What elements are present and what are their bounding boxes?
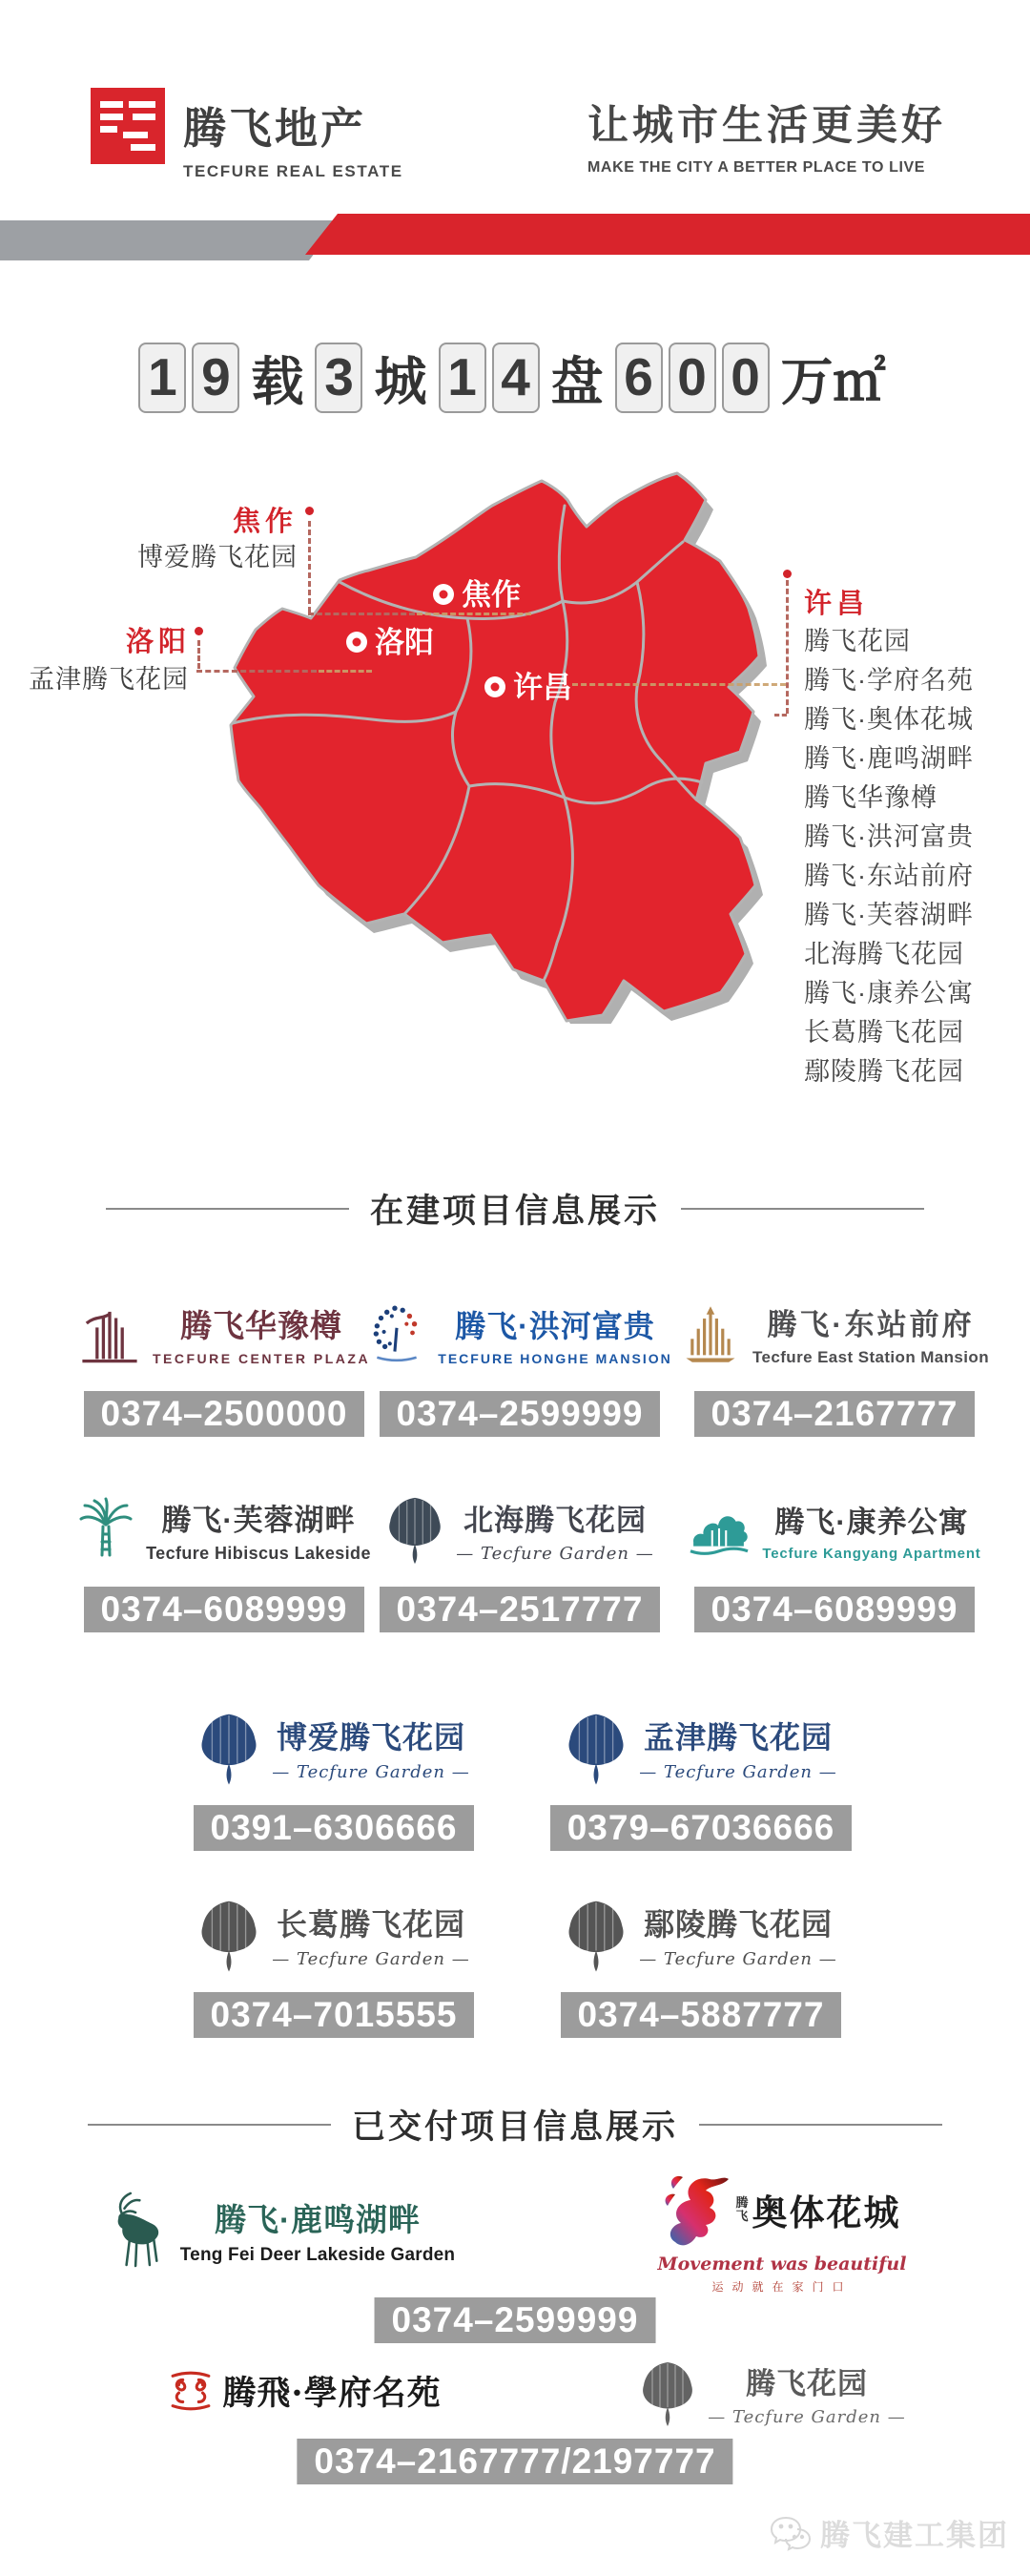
project-name: 腾飞·东站前府	[767, 1308, 975, 1341]
slogan-block	[587, 93, 946, 177]
project-card-luming	[95, 2183, 458, 2278]
tree-icon	[565, 1896, 628, 1974]
brand-name-cn: 腾飞地产	[183, 104, 367, 153]
list-item: 鄢陵腾飞花园	[804, 1057, 964, 1086]
project-name: 长葛腾飞花园	[276, 1907, 465, 1942]
slogan-cn: 让城市生活更美好	[587, 103, 946, 149]
project-name: 鄢陵腾飞花园	[643, 1907, 833, 1942]
svg-text:洛阳: 洛阳	[375, 626, 434, 659]
stat-unit: 万㎡	[780, 352, 886, 411]
leader-line	[786, 580, 789, 714]
project-card-tengfei-garden	[601, 2349, 944, 2437]
list-item: 腾飞·康养公寓	[804, 979, 974, 1008]
project-name: 腾飞花园	[745, 2366, 868, 2400]
deer-icon	[98, 2190, 169, 2272]
project-subtitle: — Tecfure Garden —	[456, 1543, 654, 1564]
gradient-flame-icon	[663, 2168, 731, 2252]
leader-line	[196, 670, 317, 673]
phone-number: 0374–2500000	[84, 1391, 365, 1437]
project-prefix: 腾 飞	[735, 2195, 749, 2223]
wechat-icon	[769, 2514, 813, 2552]
stats-banner	[0, 340, 1030, 415]
callout-project-boai: 博爱腾飞花园	[137, 543, 298, 571]
stat-digit: 1	[138, 343, 186, 413]
section-title-in-progress: 在建项目信息展示	[0, 1185, 1030, 1233]
project-card-kangyang	[672, 1482, 997, 1632]
footer-company-name: 腾飞建工集团	[820, 2519, 1009, 2552]
project-card-mengjin	[520, 1700, 882, 1851]
tower-icon	[680, 1302, 741, 1365]
list-item: 腾飞·洪河富贵	[804, 822, 974, 851]
tree-icon	[197, 1709, 260, 1787]
stat-digit: 3	[315, 343, 362, 413]
divider-line	[88, 2124, 331, 2126]
project-card-changge	[153, 1887, 515, 2038]
project-card-huayuzun	[67, 1286, 381, 1437]
phone-number: 0374–7015555	[194, 1992, 475, 2038]
project-card-beihai	[372, 1482, 668, 1632]
tree-icon	[639, 2357, 696, 2429]
building-icon	[78, 1302, 141, 1365]
divider-line	[681, 1208, 924, 1210]
phone-number: 0374–2599999	[375, 2297, 656, 2343]
project-card-furong	[67, 1482, 381, 1632]
callout-city-xuchang: 许昌	[804, 589, 870, 619]
tree-icon	[565, 1709, 628, 1787]
project-card-boai	[153, 1700, 515, 1851]
stat-unit: 盘	[550, 352, 604, 411]
project-subtitle: — Tecfure Garden —	[272, 1949, 470, 1969]
project-card-dongzhan	[672, 1286, 997, 1437]
callout-city-luoyang: 洛阳	[125, 627, 191, 657]
callout-city-jiaozuo: 焦作	[232, 507, 298, 537]
callout-dot-luoyang	[195, 627, 203, 635]
project-name: 腾飞·鹿鸣湖畔	[215, 2202, 421, 2237]
callout-project-mengjin: 孟津腾飞花园	[29, 665, 189, 694]
svg-text:许昌: 许昌	[513, 671, 572, 704]
phone-number: 0379–67036666	[550, 1805, 853, 1851]
project-subtitle: Tecfure Kangyang Apartment	[762, 1545, 981, 1562]
footer-wechat-account	[769, 2511, 1009, 2554]
phone-number: 0374–2517777	[380, 1587, 661, 1632]
project-name: 孟津腾飞花园	[643, 1720, 833, 1755]
leader-line	[197, 640, 200, 669]
project-name: 博爱腾飞花园	[276, 1720, 465, 1755]
project-subtitle: — Tecfure Garden —	[272, 1762, 470, 1782]
project-name: 腾飛·學府名苑	[222, 2374, 442, 2413]
banner-stripe-red	[305, 214, 1030, 255]
phone-number: 0374–5887777	[561, 1992, 842, 2038]
divider-line	[699, 2124, 942, 2126]
project-name: 奥体花城	[752, 2193, 901, 2233]
project-tagline: 运动就在家门口	[711, 2280, 853, 2294]
list-item: 腾飞·学府名苑	[804, 666, 974, 695]
palm-tree-icon	[77, 1496, 134, 1563]
phone-number: 0374–2599999	[380, 1391, 661, 1437]
tree-butterfly-icon	[367, 1302, 426, 1365]
stat-unit: 城	[374, 352, 427, 411]
project-name: 北海腾飞花园	[463, 1503, 647, 1537]
project-name: 腾飞·康养公寓	[774, 1505, 969, 1539]
leader-line	[308, 521, 311, 613]
list-item: 北海腾飞花园	[804, 940, 964, 968]
slogan-en: MAKE THE CITY A BETTER PLACE TO LIVE	[587, 159, 926, 176]
project-subtitle: Tecfure Hibiscus Lakeside	[146, 1543, 371, 1563]
leader-line	[417, 613, 531, 615]
project-subtitle: Movement was beautiful	[657, 2254, 907, 2275]
list-item: 腾飞·奥体花城	[804, 705, 974, 734]
project-card-xuefu	[134, 2360, 477, 2421]
stat-digit: 4	[492, 343, 540, 413]
list-item: 长葛腾飞花园	[804, 1018, 964, 1047]
list-item: 腾飞·鹿鸣湖畔	[804, 744, 974, 773]
phone-number: 0374–2167777/2197777	[297, 2439, 732, 2484]
project-card-aoti	[610, 2168, 954, 2295]
project-subtitle: TECFURE CENTER PLAZA	[152, 1351, 371, 1366]
banner-stripe-gray	[0, 220, 340, 260]
brand-block	[183, 93, 403, 181]
leader-line	[308, 613, 415, 615]
phone-number: 0391–6306666	[194, 1805, 475, 1851]
project-subtitle: TECFURE HONGHE MANSION	[438, 1350, 672, 1366]
list-item: 腾飞华豫樽	[804, 783, 937, 812]
leader-line	[572, 683, 786, 686]
project-subtitle: — Tecfure Garden —	[639, 1949, 837, 1969]
tree-icon	[385, 1493, 444, 1566]
xuchang-project-list	[804, 622, 974, 1091]
leader-line	[319, 670, 372, 673]
list-item: 腾飞·芙蓉湖畔	[804, 901, 974, 929]
project-name: 腾飞华豫樽	[180, 1307, 342, 1344]
divider-line	[106, 1208, 349, 1210]
leader-line	[774, 714, 787, 717]
project-name: 腾飞·芙蓉湖畔	[161, 1503, 356, 1537]
svg-text:焦作: 焦作	[462, 578, 521, 612]
phone-number: 0374–6089999	[84, 1587, 365, 1632]
project-subtitle: Tecfure East Station Mansion	[752, 1348, 989, 1366]
project-card-honghe	[372, 1286, 672, 1437]
project-card-yanling	[520, 1887, 882, 2038]
phone-number: 0374–6089999	[694, 1587, 976, 1632]
stat-digit: 0	[722, 343, 770, 413]
project-subtitle: — Tecfure Garden —	[639, 1762, 837, 1782]
tree-icon	[197, 1896, 260, 1974]
skyline-icon	[688, 1501, 751, 1558]
section-title-delivered: 已交付项目信息展示	[0, 2101, 1030, 2149]
project-name: 腾飞·洪河富贵	[455, 1308, 655, 1343]
red-seal-icon	[169, 2370, 213, 2412]
tecfure-logo-icon	[91, 88, 165, 164]
callout-dot-jiaozuo	[305, 507, 314, 515]
stat-digit: 1	[439, 343, 486, 413]
callout-dot-xuchang	[783, 570, 792, 578]
stat-digit: 6	[615, 343, 663, 413]
list-item: 腾飞花园	[804, 627, 911, 655]
project-subtitle: Teng Fei Deer Lakeside Garden	[179, 2245, 456, 2265]
stat-digit: 9	[192, 343, 239, 413]
brand-name-en: TECFURE REAL ESTATE	[183, 162, 403, 180]
project-subtitle: — Tecfure Garden —	[708, 2406, 906, 2427]
list-item: 腾飞·东站前府	[804, 862, 974, 890]
phone-number: 0374–2167777	[694, 1391, 976, 1437]
stat-unit: 载	[251, 352, 304, 411]
stat-digit: 0	[669, 343, 716, 413]
